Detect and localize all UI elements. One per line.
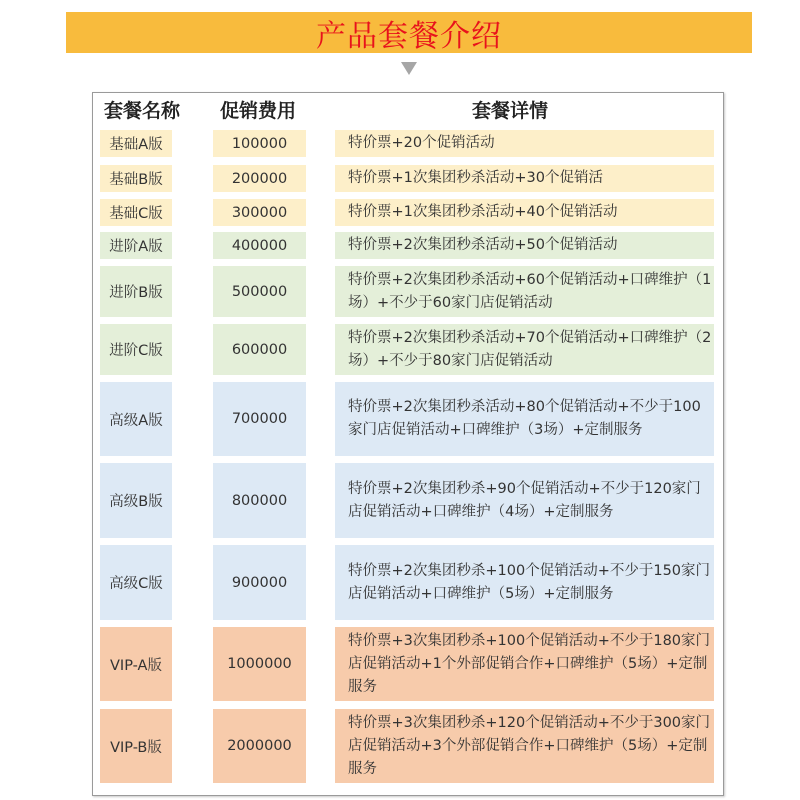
page-title: 产品套餐介绍 [316,18,502,54]
promo-fee-cell: 500000 [213,266,306,317]
package-detail-cell: 特价票+2次集团秒杀活动+80个促销活动+不少于100家门店促销活动+口碑维护（3场）+定制服务 [335,382,714,456]
down-arrow-icon [401,62,417,75]
package-detail-cell: 特价票+2次集团秒杀活动+60个促销活动+口碑维护（1场）+不少于60家门店促销活动 [335,266,714,317]
package-name-cell: 基础B版 [100,165,172,192]
package-name-cell: 高级B版 [100,463,172,538]
promo-fee-cell: 400000 [213,232,306,259]
promo-fee-cell: 1000000 [213,627,306,701]
package-name-cell: 进阶C版 [100,324,172,375]
promo-fee-cell: 800000 [213,463,306,538]
promo-fee-cell: 200000 [213,165,306,192]
promo-fee-cell: 700000 [213,382,306,456]
title-banner [66,12,752,53]
package-detail-cell: 特价票+1次集团秒杀活动+40个促销活动 [335,199,714,226]
package-name-cell: 基础A版 [100,130,172,157]
package-name-cell: 高级A版 [100,382,172,456]
package-name-cell: 高级C版 [100,545,172,620]
package-detail-cell: 特价票+2次集团秒杀活动+70个促销活动+口碑维护（2场）+不少于80家门店促销活动 [335,324,714,375]
promo-fee-cell: 600000 [213,324,306,375]
package-detail-cell: 特价票+2次集团秒杀活动+50个促销活动 [335,232,714,259]
header-package-detail: 套餐详情 [472,100,549,122]
package-detail-cell: 特价票+2次集团秒杀+100个促销活动+不少于150家门店促销活动+口碑维护（5场）+定制服务 [335,545,714,620]
package-detail-cell: 特价票+3次集团秒杀+100个促销活动+不少于180家门店促销活动+1个外部促销合作+口碑维护（5场）+定制服务 [335,627,714,701]
package-name-cell: 基础C版 [100,199,172,226]
package-name-cell: 进阶A版 [100,232,172,259]
promo-fee-cell: 900000 [213,545,306,620]
promo-fee-cell: 2000000 [213,709,306,783]
package-name-cell: VIP-A版 [100,627,172,701]
package-name-cell: VIP-B版 [100,709,172,783]
package-detail-cell: 特价票+20个促销活动 [335,130,714,157]
package-detail-cell: 特价票+3次集团秒杀+120个促销活动+不少于300家门店促销活动+3个外部促销合作+口碑维护（5场）+定制服务 [335,709,714,783]
promo-fee-cell: 100000 [213,130,306,157]
header-package-name: 套餐名称 [104,100,181,122]
promo-fee-cell: 300000 [213,199,306,226]
package-detail-cell: 特价票+2次集团秒杀+90个促销活动+不少于120家门店促销活动+口碑维护（4场）+定制服务 [335,463,714,538]
package-name-cell: 进阶B版 [100,266,172,317]
header-promo-fee: 促销费用 [220,100,297,122]
package-detail-cell: 特价票+1次集团秒杀活动+30个促销活 [335,165,714,192]
